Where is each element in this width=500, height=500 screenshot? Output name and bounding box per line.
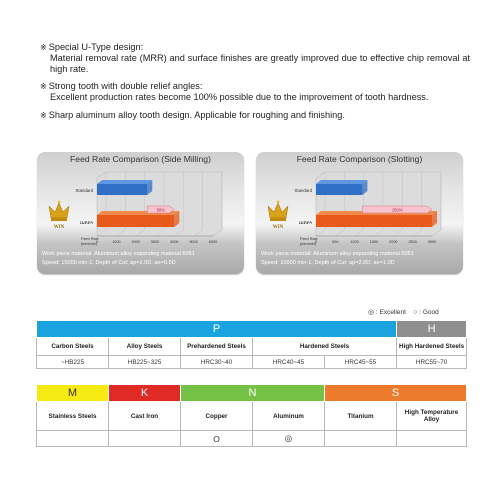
legend-good-label: : Good bbox=[419, 309, 439, 316]
reference-mark-icon: ※ bbox=[40, 110, 47, 120]
feed-rate-chart-side-milling bbox=[37, 152, 244, 252]
table-row bbox=[37, 431, 467, 447]
header-cell: Hardened Steels bbox=[253, 338, 397, 356]
x-tick-label: 6000 bbox=[208, 240, 218, 244]
group-band-k: K bbox=[109, 385, 181, 402]
feature-item bbox=[40, 110, 470, 121]
x-tick-label: 3000 bbox=[427, 240, 437, 244]
x-tick-label: 1500 bbox=[369, 240, 379, 244]
bar-top bbox=[316, 180, 367, 184]
rating-cell bbox=[37, 431, 109, 447]
reference-mark-icon: ※ bbox=[40, 82, 47, 91]
note-line: Speed: 15000 min-1, Depth of Cut: ap=2.0D, ae=0.5D bbox=[42, 260, 176, 266]
material-table-p-h bbox=[36, 320, 467, 369]
crown-shape bbox=[268, 203, 288, 218]
feature-item bbox=[40, 42, 470, 74]
header-cell: Carbon Steels bbox=[37, 338, 109, 356]
category-label: ເນກກາ bbox=[298, 220, 312, 225]
feature-description: Material removal rate (MRR) and surface finishes are greatly improved due to effective chip removal at high rate. bbox=[50, 53, 470, 74]
x-tick-label: 2000 bbox=[389, 240, 398, 244]
category-label: ເນກກາ bbox=[79, 220, 93, 225]
x-axis-unit: (mm/min) bbox=[300, 242, 317, 246]
bar bbox=[316, 184, 362, 195]
logo-text: WIN bbox=[272, 225, 284, 230]
logo-text: WIN bbox=[53, 225, 65, 230]
header-cell: Prehardened Steels bbox=[181, 338, 253, 356]
value-cell: HRC55~70 bbox=[397, 356, 467, 369]
x-tick-label: 2000 bbox=[131, 240, 140, 244]
group-band-row bbox=[37, 385, 467, 402]
reference-mark-icon: ※ bbox=[40, 43, 47, 52]
chart-title: Feed Rate Comparison (Side Milling) bbox=[70, 154, 211, 164]
good-icon: ○ bbox=[413, 309, 418, 316]
bar bbox=[97, 184, 147, 195]
group-band-m: M bbox=[37, 385, 109, 402]
crown-jewel bbox=[277, 201, 280, 204]
note-line: Speed: 10000 min-1, Depth of Cut: ap=2.0D, ae=1.0D bbox=[261, 260, 395, 266]
table-header-row bbox=[37, 402, 467, 431]
x-tick-label: 0 bbox=[314, 240, 318, 244]
note-line: Work piece material: Aluminum alloy expanding material 6061 bbox=[42, 251, 195, 257]
value-cell: HRC30~40 bbox=[181, 356, 253, 369]
header-cell: Copper bbox=[181, 402, 253, 431]
chart-note bbox=[42, 250, 195, 268]
x-tick-label: 5000 bbox=[189, 240, 198, 244]
x-axis-label: Feed Rate bbox=[81, 237, 99, 241]
rating-legend bbox=[368, 308, 439, 316]
x-tick-label: 500 bbox=[332, 240, 339, 244]
value-cell: HRC40~45 bbox=[253, 356, 325, 369]
group-band-s: S bbox=[325, 385, 467, 402]
group-band-row bbox=[37, 321, 467, 338]
x-tick-label: 1000 bbox=[350, 240, 359, 244]
crown-shape bbox=[49, 203, 69, 218]
material-table-m-k-n-s bbox=[36, 384, 467, 447]
feature-item bbox=[40, 81, 470, 103]
rating-cell: ◎ bbox=[253, 431, 325, 447]
improvement-label: 58% bbox=[156, 207, 165, 213]
crown-base bbox=[51, 218, 67, 221]
feature-title: ※ Sharp aluminum alloy tooth design. Applicable for roughing and finishing. bbox=[40, 109, 345, 120]
header-cell: Alloy Steels bbox=[109, 338, 181, 356]
feature-description: Excellent production rates become 100% possible due to the improvement of tooth hardness. bbox=[50, 92, 429, 102]
x-tick-label: 4000 bbox=[170, 240, 179, 244]
category-label: Standard bbox=[75, 188, 93, 193]
x-axis-label: Feed Rate bbox=[300, 237, 318, 241]
chart-panel-slotting bbox=[256, 152, 463, 274]
rating-cell bbox=[109, 431, 181, 447]
rating-cell bbox=[397, 431, 467, 447]
header-cell: High Hardened Steels bbox=[397, 338, 467, 356]
rating-cell: O bbox=[181, 431, 253, 447]
feature-title: ※ Special U-Type design: bbox=[40, 42, 144, 52]
value-cell: HRC45~55 bbox=[325, 356, 397, 369]
x-tick-label: 0 bbox=[95, 240, 99, 244]
header-cell: Cast Iron bbox=[109, 402, 181, 431]
table-header-row bbox=[37, 338, 467, 356]
crown-logo-icon bbox=[268, 201, 288, 221]
rating-cell bbox=[325, 431, 397, 447]
x-tick-label: 1000 bbox=[112, 240, 121, 244]
category-label: Standard bbox=[294, 188, 312, 193]
feed-rate-chart-slotting bbox=[256, 152, 463, 252]
header-cell: Titanium bbox=[325, 402, 397, 431]
excellent-icon: ◎ bbox=[368, 309, 375, 316]
value-cell: ~HB225 bbox=[37, 356, 109, 369]
table-row bbox=[37, 356, 467, 369]
feature-list bbox=[40, 42, 470, 128]
chart-title: Feed Rate Comparison (Slotting) bbox=[296, 154, 423, 164]
feature-title: ※ Strong tooth with double relief angles: bbox=[40, 81, 203, 91]
bar bbox=[97, 215, 174, 227]
crown-jewel bbox=[58, 201, 61, 204]
value-cell: HB225~325 bbox=[109, 356, 181, 369]
group-band-p: P bbox=[37, 321, 397, 338]
chart-note bbox=[261, 250, 414, 268]
bar-top bbox=[97, 180, 152, 184]
legend-excellent-label: : Excellent bbox=[375, 309, 406, 316]
bar bbox=[316, 215, 432, 227]
note-line: Work piece material: Aluminum alloy expanding material 6061 bbox=[261, 251, 414, 257]
crown-base bbox=[270, 218, 286, 221]
x-tick-label: 2500 bbox=[408, 240, 417, 244]
chart-panel-side-milling bbox=[37, 152, 244, 274]
x-tick-label: 3000 bbox=[150, 240, 160, 244]
header-cell: High Temperature Alloy bbox=[397, 402, 467, 431]
group-band-h: H bbox=[397, 321, 467, 338]
group-band-n: N bbox=[181, 385, 325, 402]
crown-logo-icon bbox=[49, 201, 69, 221]
header-cell: Stainless Steels bbox=[37, 402, 109, 431]
x-axis-unit: (mm/min) bbox=[81, 242, 98, 246]
improvement-label: 150% bbox=[391, 207, 403, 213]
header-cell: Aluminum bbox=[253, 402, 325, 431]
